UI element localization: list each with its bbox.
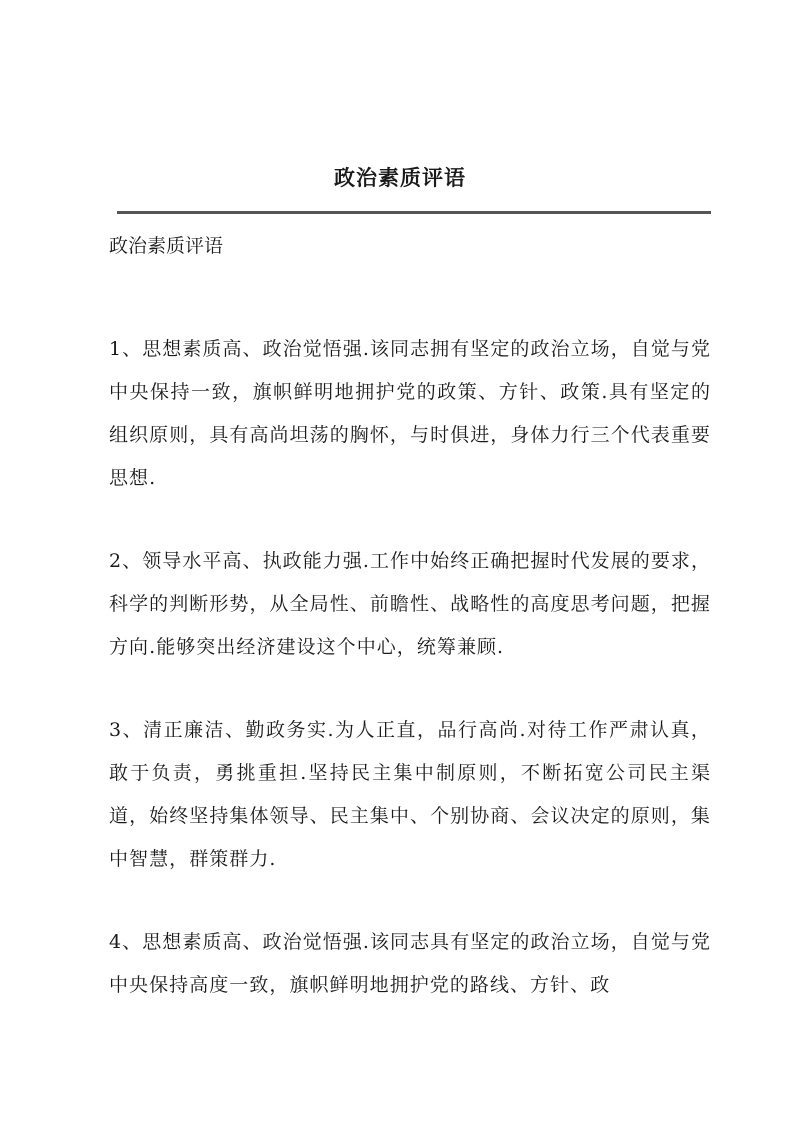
paragraph-2: 2、领导水平高、执政能力强.工作中始终正确把握时代发展的要求，科学的判断形势，从全局性、前瞻性、战略性的高度思考问题，把握方向.能够突出经济建设这个中心，统筹兼顾.	[109, 550, 711, 658]
document-title: 政治素质评语	[334, 165, 466, 190]
title-divider	[117, 211, 711, 214]
paragraph-1: 1、思想素质高、政治觉悟强.该同志拥有坚定的政治立场，自觉与党中央保持一致，旗帜鲜明地拥护党的政策、方针、政策.具有坚定的组织原则，具有高尚坦荡的胸怀，与时俱进，身体力行三个代表重要思想.	[109, 338, 711, 489]
document-subtitle: 政治素质评语	[109, 235, 224, 257]
document-body	[109, 230, 711, 1007]
paragraph-3: 3、清正廉洁、勤政务实.为人正直，品行高尚.对待工作严肃认真，敢于负责，勇挑重担.坚持民主集中制原则，不断拓宽公司民主渠道，始终坚持集体领导、民主集中、个别协商、会议决定的原则，集中智慧，群策群力.	[109, 719, 711, 870]
paragraph-4: 4、思想素质高、政治觉悟强.该同志具有坚定的政治立场，自觉与党中央保持高度一致，旗帜鲜明地拥护党的路线、方针、政	[109, 931, 711, 996]
